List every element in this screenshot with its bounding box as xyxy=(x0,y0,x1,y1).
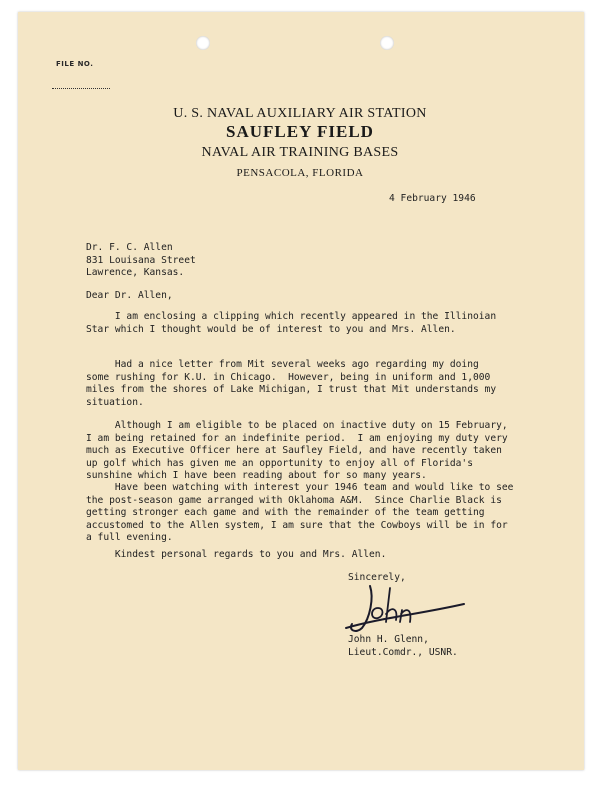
file-number-label: FILE NO. xyxy=(56,60,94,68)
paragraph-1: I am enclosing a clipping which recently appeared in the Illinoian Star which I thought would be of interest to you and Mrs. Allen. xyxy=(86,311,497,335)
letterhead-bases: NAVAL AIR TRAINING BASES xyxy=(201,145,399,160)
recipient-name: Dr. F. C. Allen xyxy=(86,242,173,253)
file-number-line xyxy=(52,88,110,89)
paragraph-4: Have been watching with interest your 1946 team and would like to see the post-season game arranged with Oklahoma A&M. Since Charlie Black is getting stronger each game and with the remainder of the team getting accustomed to the Allen system, I am sure that the Cowboys will be in for a full evening. xyxy=(86,482,514,544)
salutation: Dear Dr. Allen, xyxy=(86,290,173,301)
letterhead-field: SAUFLEY FIELD xyxy=(226,122,374,141)
signer-name: John H. Glenn, xyxy=(348,634,429,645)
letter-date: 4 February 1946 xyxy=(389,193,476,204)
signer-title: Lieut.Comdr., USNR. xyxy=(348,647,458,658)
letterhead-location: PENSACOLA, FLORIDA xyxy=(236,167,364,179)
paragraph-2: Had a nice letter from Mit several weeks ago regarding my doing some rushing for K.U. in Chicago. However, being in uniform and 1,000 miles from the shores of Lake Michigan, I trust that Mit understands my situation. xyxy=(86,359,497,408)
recipient-street: 831 Louisana Street xyxy=(86,254,196,266)
paragraph-3: Although I am eligible to be placed on inactive duty on 15 February, I am being retained for an indefinite period. I am enjoying my duty very much as Executive Officer here at Saufley Field, and have recently taken up golf which has given me an opportunity to enjoy all of Florida's sunshine which I have been reading about for so many years. xyxy=(86,420,508,482)
punch-hole-left xyxy=(196,36,210,50)
handwritten-signature xyxy=(340,578,470,638)
letterhead-station: U. S. NAVAL AUXILIARY AIR STATION xyxy=(173,106,427,121)
paragraph-5: Kindest personal regards to you and Mrs. Allen. xyxy=(86,549,387,560)
recipient-address xyxy=(86,242,196,280)
closing: Sincerely, xyxy=(348,572,406,583)
recipient-city: Lawrence, Kansas. xyxy=(86,267,185,278)
punch-hole-right xyxy=(380,36,394,50)
signature-block xyxy=(348,633,458,659)
